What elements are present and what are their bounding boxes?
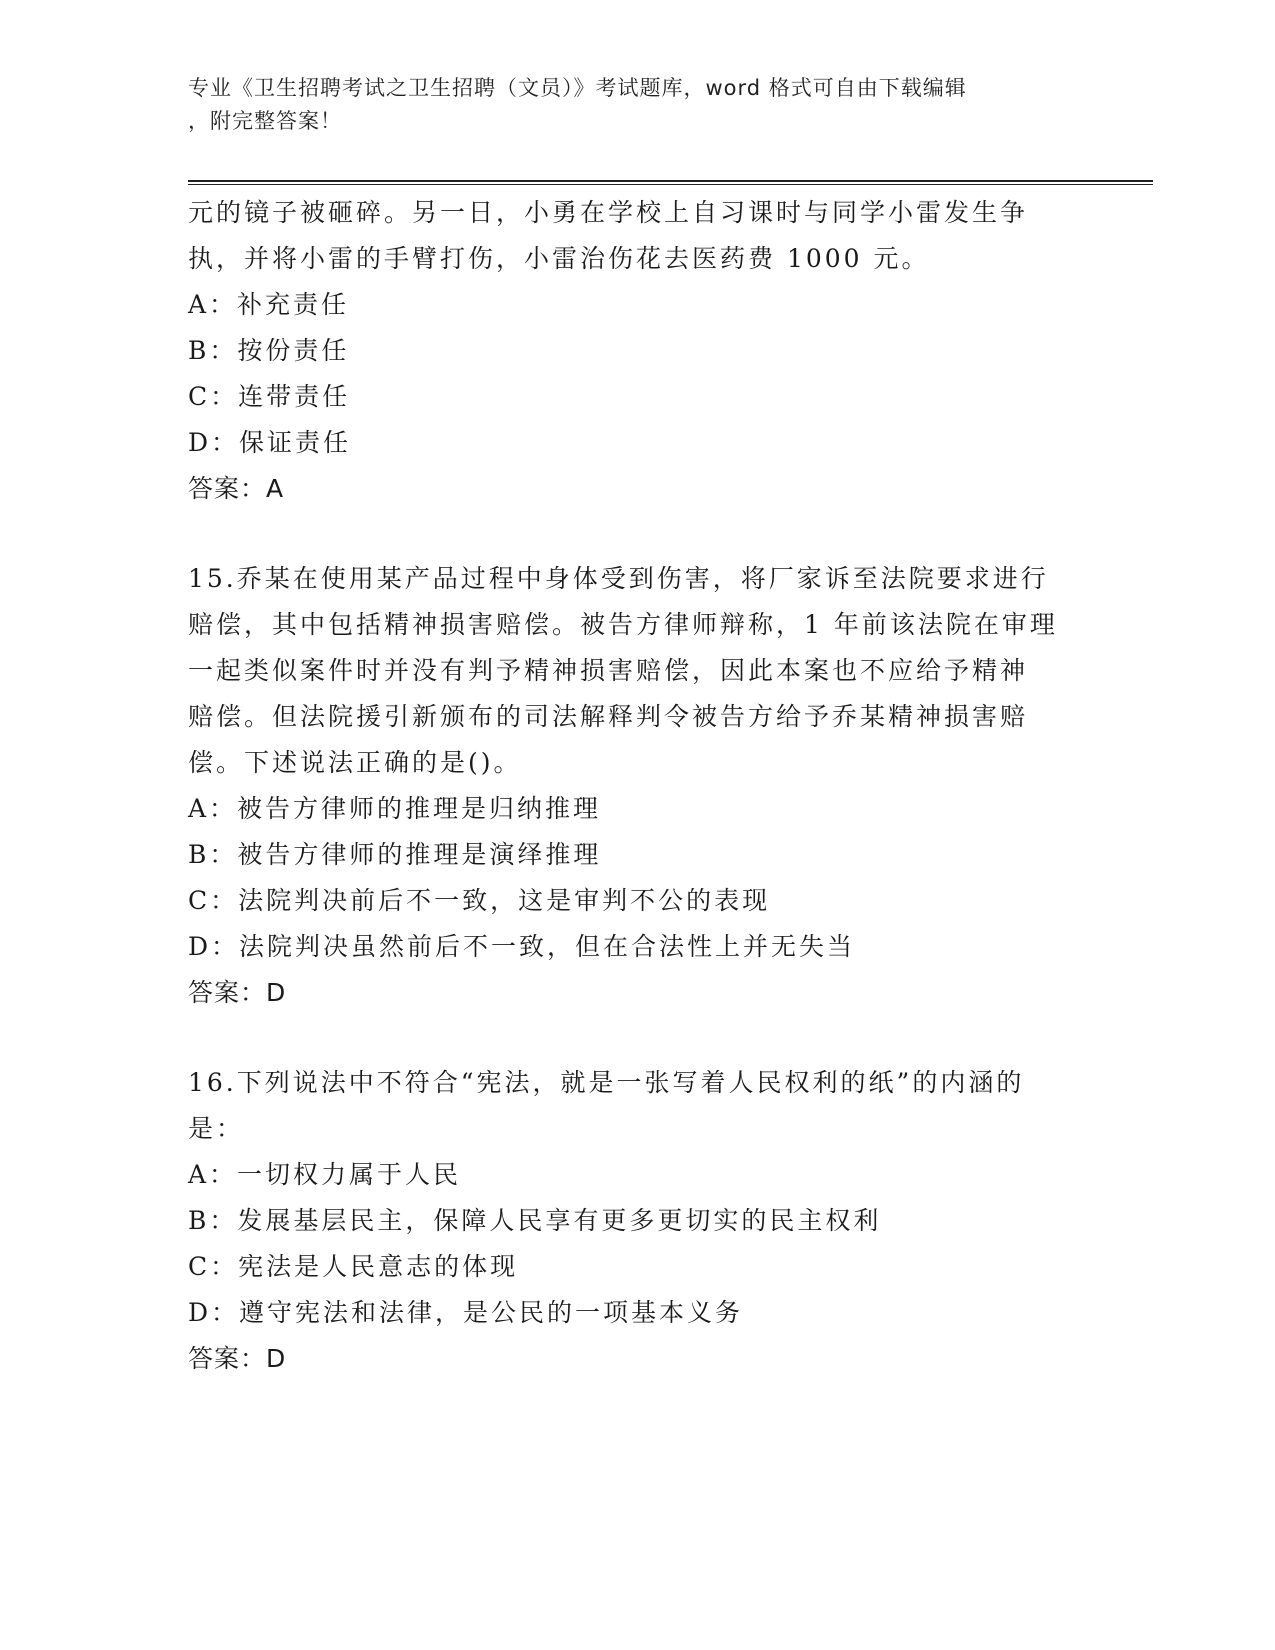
option-c: C：连带责任 — [188, 382, 351, 411]
question-16 — [188, 1060, 1088, 1382]
question-stem-line: 偿。下述说法正确的是()。 — [188, 748, 522, 777]
option-a: A：补充责任 — [188, 290, 350, 319]
header-divider — [188, 180, 1153, 185]
question-stem-line: 赔偿，其中包括精神损害赔偿。被告方律师辩称，1 年前该法院在审理 — [188, 610, 1058, 639]
option-b: B：被告方律师的推理是演绎推理 — [188, 840, 602, 869]
question-stem-line: 一起类似案件时并没有判予精神损害赔偿，因此本案也不应给予精神 — [188, 656, 1029, 685]
header-line-2: ，附完整答案！ — [188, 109, 342, 133]
option-d: D：法院判决虽然前后不一致，但在合法性上并无失当 — [188, 932, 856, 961]
question-15 — [188, 556, 1088, 1016]
option-d: D：保证责任 — [188, 428, 352, 457]
option-c: C：宪法是人民意志的体现 — [188, 1252, 519, 1281]
answer-line: 答案：D — [188, 978, 287, 1007]
option-d: D：遵守宪法和法律，是公民的一项基本义务 — [188, 1298, 744, 1327]
question-stem-line: 15.乔某在使用某产品过程中身体受到伤害，将厂家诉至法院要求进行 — [188, 564, 1049, 593]
option-a: A：被告方律师的推理是归纳推理 — [188, 794, 602, 823]
question-stem-line: 赔偿。但法院援引新颁布的司法解释判令被告方给予乔某精神损害赔 — [188, 702, 1029, 731]
option-b: B：发展基层民主，保障人民享有更多更切实的民主权利 — [188, 1206, 882, 1235]
question-stem-line: 执，并将小雷的手臂打伤，小雷治伤花去医药费 1000 元。 — [188, 244, 930, 273]
question-14-continued — [188, 190, 1088, 512]
option-a: A：一切权力属于人民 — [188, 1160, 462, 1189]
answer-line: 答案：A — [188, 474, 285, 503]
document-header — [188, 72, 1068, 138]
option-b: B：按份责任 — [188, 336, 350, 365]
option-c: C：法院判决前后不一致，这是审判不公的表现 — [188, 886, 771, 915]
question-stem-line: 是： — [188, 1114, 245, 1143]
header-line-1: 专业《卫生招聘考试之卫生招聘（文员）》考试题库，word 格式可自由下载编辑 — [188, 76, 967, 100]
answer-line: 答案：D — [188, 1344, 287, 1373]
question-stem-line: 16.下列说法中不符合“宪法，就是一张写着人民权利的纸”的内涵的 — [188, 1068, 1025, 1097]
question-stem-line: 元的镜子被砸碎。另一日，小勇在学校上自习课时与同学小雷发生争 — [188, 198, 1029, 227]
document-body — [188, 190, 1088, 1382]
